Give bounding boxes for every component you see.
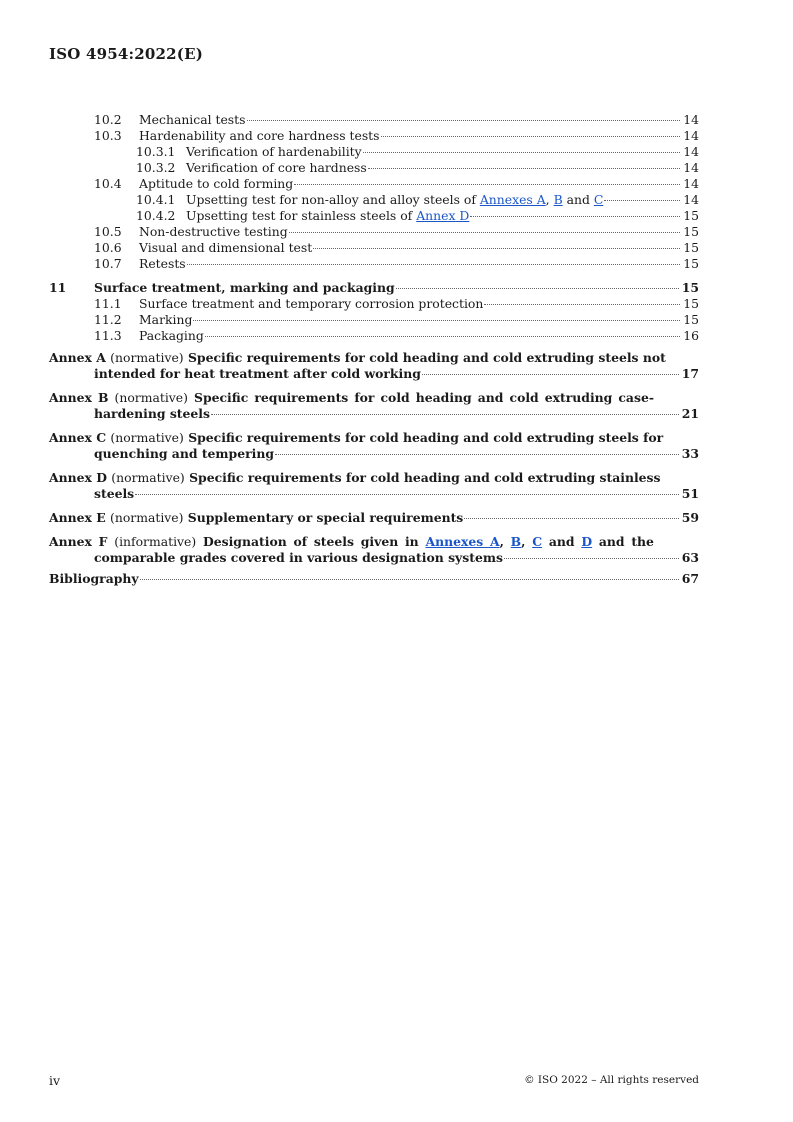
- dot-leader: [140, 579, 679, 580]
- toc-entry-11-2[interactable]: [49, 312, 699, 328]
- page-number: iv: [49, 1073, 61, 1088]
- annex-title-line1: Specific requirements for cold heading and cold extruding steels for: [188, 430, 664, 445]
- dot-leader: [211, 414, 679, 415]
- link-annexes-a[interactable]: Annexes A: [479, 192, 546, 207]
- toc-entry-10-6[interactable]: [49, 240, 699, 256]
- toc-number: 11.2: [94, 312, 122, 327]
- toc-entry-10-2[interactable]: [49, 112, 699, 128]
- annex-kind: (normative): [110, 430, 184, 445]
- annex-label: Annex A: [49, 350, 106, 365]
- toc-page-number: 67: [681, 571, 699, 586]
- toc-entry-annex-d[interactable]: [49, 470, 699, 502]
- annex-heading-line: [49, 534, 699, 550]
- annex-heading-line: [49, 470, 699, 486]
- separator: and: [542, 534, 582, 549]
- annex-title-suffix: and the: [592, 534, 654, 549]
- toc-entry-annex-c[interactable]: [49, 430, 699, 462]
- separator: and: [562, 192, 594, 207]
- toc-number: 10.4: [94, 176, 122, 191]
- annex-title-continuation: [49, 486, 699, 502]
- annex-title-line2: comparable grades covered in various designation systems: [94, 550, 503, 565]
- toc-page-number: 16: [683, 328, 699, 343]
- toc-page-number: 15: [683, 208, 699, 223]
- toc-page-number: 14: [683, 176, 699, 191]
- annex-kind: (normative): [111, 470, 185, 485]
- dot-leader: [289, 232, 681, 233]
- annex-heading-line: [49, 430, 699, 446]
- toc-number: 10.2: [94, 112, 122, 127]
- toc-page-number: 14: [683, 112, 699, 127]
- toc-entry-11-1[interactable]: [49, 296, 699, 312]
- separator: ,: [521, 534, 533, 549]
- annex-label: Annex B: [49, 390, 109, 405]
- toc-title: [186, 208, 469, 224]
- toc-entry-10-5[interactable]: [49, 224, 699, 240]
- toc-title: Verification of core hardness: [186, 160, 367, 175]
- toc-entry-annex-f[interactable]: [49, 534, 699, 566]
- toc-page-number: 14: [683, 128, 699, 143]
- toc-page-number: 14: [683, 160, 699, 175]
- toc-page-number: 15: [683, 224, 699, 239]
- toc-number: 10.3.2: [136, 160, 176, 175]
- table-of-contents: [49, 112, 699, 587]
- annex-label: Annex F: [49, 534, 108, 549]
- annex-label: Annex E: [49, 510, 106, 525]
- toc-title: Surface treatment and temporary corrosion protection: [139, 296, 484, 311]
- toc-entry-10-3-1[interactable]: [49, 144, 699, 160]
- annex-title-prefix: Designation of steels given in: [203, 534, 426, 549]
- toc-entry-annex-e[interactable]: [49, 510, 699, 526]
- toc-title: Hardenability and core hardness tests: [139, 128, 380, 143]
- toc-page-number: 21: [681, 406, 699, 421]
- toc-title: Visual and dimensional test: [139, 240, 313, 255]
- toc-entry-11-3[interactable]: [49, 328, 699, 344]
- dot-leader: [294, 184, 680, 185]
- annex-heading-line: [49, 390, 699, 406]
- dot-leader: [470, 216, 680, 217]
- toc-page-number: 15: [681, 280, 699, 295]
- annex-kind: (informative): [114, 534, 197, 549]
- dot-leader: [604, 200, 680, 201]
- annex-label: Annex D: [49, 470, 107, 485]
- annex-title-line1: Specific requirements for cold heading and cold extruding case-: [194, 390, 654, 405]
- annex-label: Annex C: [49, 430, 107, 445]
- separator: ,: [545, 192, 554, 207]
- link-annex-b[interactable]: B: [510, 534, 522, 549]
- toc-page-number: 15: [683, 312, 699, 327]
- toc-number: 10.5: [94, 224, 122, 239]
- toc-page-number: 33: [681, 446, 699, 461]
- annex-title-continuation: [49, 406, 699, 422]
- annex-title-line2: hardening steels: [94, 406, 210, 421]
- link-annex-d[interactable]: Annex D: [416, 208, 470, 223]
- toc-entry-10-4[interactable]: [49, 176, 699, 192]
- toc-title: [186, 192, 603, 208]
- toc-entry-10-3-2[interactable]: [49, 160, 699, 176]
- document-id-header: ISO 4954:2022(E): [49, 45, 203, 63]
- dot-leader: [135, 494, 679, 495]
- annex-title-line2: steels: [94, 486, 135, 501]
- toc-number: 10.6: [94, 240, 122, 255]
- toc-entry-10-3[interactable]: [49, 128, 699, 144]
- toc-entry-10-4-1[interactable]: [49, 192, 699, 208]
- annex-title-continuation: [49, 446, 699, 462]
- link-annexes-a[interactable]: Annexes A: [425, 534, 500, 549]
- toc-page-number: 51: [681, 486, 699, 501]
- annex-title-line1: Specific requirements for cold heading and cold extruding steels not: [187, 350, 666, 365]
- annex-title-line2: quenching and tempering: [94, 446, 274, 461]
- dot-leader: [396, 288, 679, 289]
- toc-number: 11.3: [94, 328, 122, 343]
- toc-title-text: Upsetting test for non-alloy and alloy steels of: [186, 192, 480, 207]
- annex-title-line2: intended for heat treatment after cold working: [94, 366, 421, 381]
- toc-title: Bibliography: [49, 571, 139, 586]
- annex-title: Supplementary or special requirements: [187, 510, 464, 525]
- toc-page-number: 14: [683, 192, 699, 207]
- annex-heading-line: [49, 350, 699, 366]
- toc-page-number: 15: [683, 296, 699, 311]
- toc-entry-10-7[interactable]: [49, 256, 699, 272]
- annex-kind: (normative): [110, 510, 184, 525]
- toc-entry-11[interactable]: [49, 280, 699, 296]
- dot-leader: [464, 518, 678, 519]
- toc-entry-10-4-2[interactable]: [49, 208, 699, 224]
- toc-title: Mechanical tests: [139, 112, 246, 127]
- toc-entry-annex-b[interactable]: [49, 390, 699, 422]
- toc-entry-annex-a[interactable]: [49, 350, 699, 382]
- toc-page-number: 63: [681, 550, 699, 565]
- toc-number: 10.4.2: [136, 208, 176, 223]
- annex-kind: (normative): [110, 350, 184, 365]
- dot-leader: [187, 264, 681, 265]
- link-annex-c[interactable]: C: [532, 534, 543, 549]
- separator: ,: [499, 534, 511, 549]
- dot-leader: [484, 304, 680, 305]
- annex-title-continuation: [49, 366, 699, 382]
- dot-leader: [381, 136, 681, 137]
- dot-leader: [313, 248, 680, 249]
- toc-number: 11: [49, 280, 67, 295]
- copyright-notice: © ISO 2022 – All rights reserved: [524, 1074, 699, 1086]
- toc-page-number: 15: [683, 256, 699, 271]
- dot-leader: [363, 152, 681, 153]
- dot-leader: [193, 320, 680, 321]
- toc-page-number: 59: [681, 510, 699, 525]
- annex-title-line1: Specific requirements for cold heading and cold extruding stainless: [189, 470, 661, 485]
- dot-leader: [504, 558, 679, 559]
- link-annex-b[interactable]: B: [553, 192, 563, 207]
- toc-number: 11.1: [94, 296, 122, 311]
- dot-leader: [368, 168, 680, 169]
- toc-number: 10.4.1: [136, 192, 176, 207]
- toc-page-number: 15: [683, 240, 699, 255]
- dot-leader: [275, 454, 679, 455]
- annex-kind: (normative): [114, 390, 188, 405]
- toc-title: Aptitude to cold forming: [139, 176, 294, 191]
- toc-page-number: 17: [681, 366, 699, 381]
- toc-page-number: 14: [683, 144, 699, 159]
- toc-title: Packaging: [139, 328, 204, 343]
- toc-number: 10.7: [94, 256, 122, 271]
- annex-title-continuation: [49, 550, 699, 566]
- toc-title: [49, 510, 463, 526]
- link-annex-d[interactable]: D: [581, 534, 593, 549]
- dot-leader: [205, 336, 680, 337]
- toc-title: Retests: [139, 256, 186, 271]
- toc-title: Marking: [139, 312, 193, 327]
- link-annex-c[interactable]: C: [593, 192, 604, 207]
- toc-number: 10.3: [94, 128, 122, 143]
- toc-title: Verification of hardenability: [186, 144, 362, 159]
- toc-number: 10.3.1: [136, 144, 176, 159]
- toc-entry-bibliography[interactable]: [49, 571, 699, 587]
- toc-title: Non-destructive testing: [139, 224, 288, 239]
- toc-title: Surface treatment, marking and packaging: [94, 280, 395, 295]
- dot-leader: [422, 374, 679, 375]
- dot-leader: [247, 120, 681, 121]
- toc-title-text: Upsetting test for stainless steels of: [186, 208, 417, 223]
